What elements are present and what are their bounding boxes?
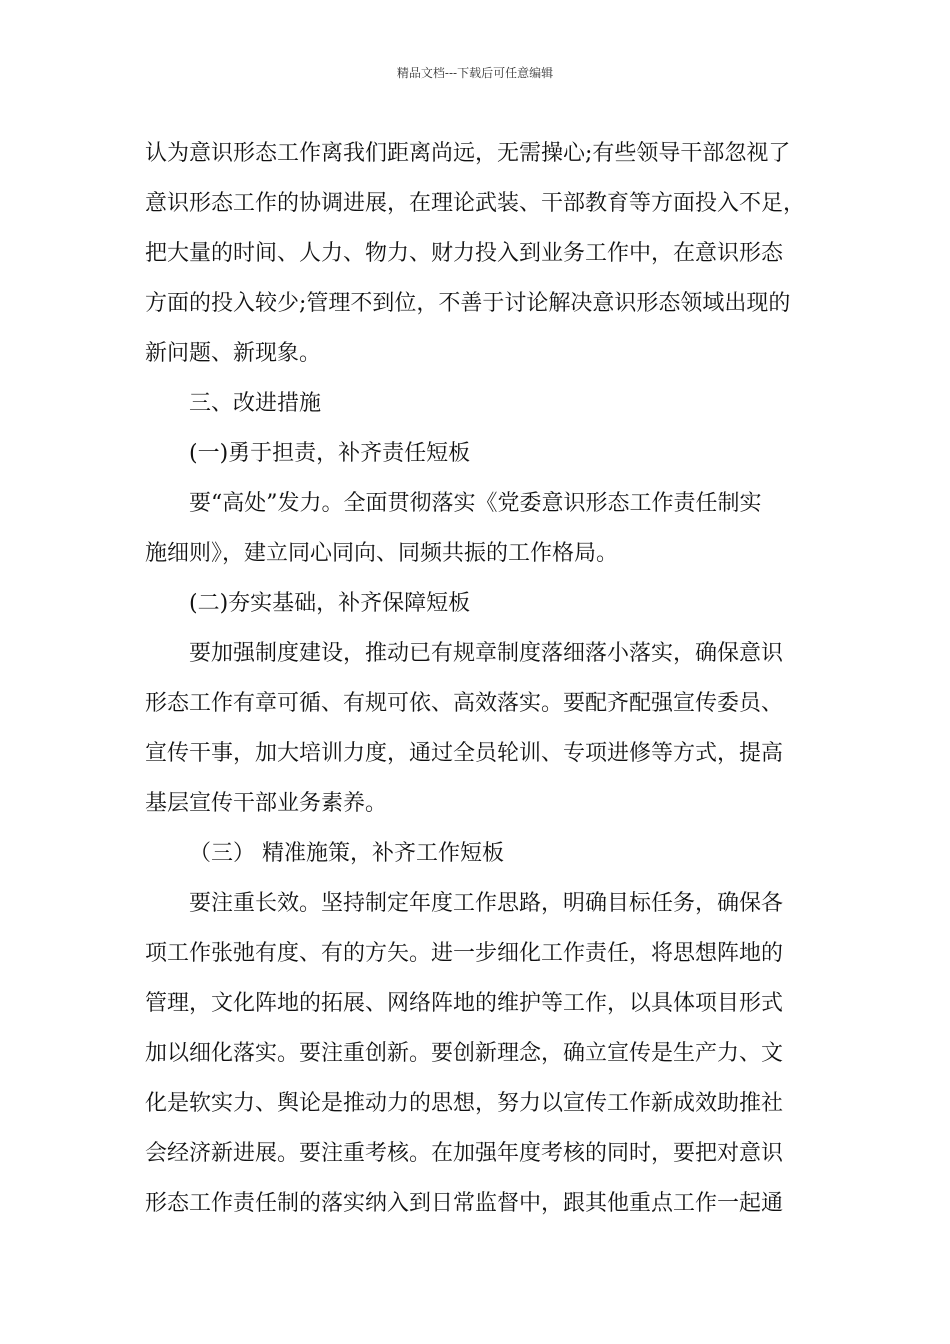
text-line: 管理，文化阵地的拓展、网络阵地的维护等工作，以具体项目形式 bbox=[145, 991, 784, 1016]
text-line: 新问题、新现象。 bbox=[145, 341, 322, 366]
text-line: 基层宣传干部业务素养。 bbox=[145, 791, 388, 816]
text-line: 意识形态工作的协调进展，在理论武装、干部教育等方面投入不足， bbox=[145, 191, 806, 216]
text-line: 把大量的时间、人力、物力、财力投入到业务工作中，在意识形态 bbox=[145, 241, 784, 266]
text-line: 形态工作责任制的落实纳入到日常监督中，跟其他重点工作一起通 bbox=[145, 1191, 784, 1216]
subsection-heading: (二)夯实基础，补齐保障短板 bbox=[189, 591, 471, 616]
subsection-heading: （三） 精准施策，补齐工作短板 bbox=[189, 841, 504, 866]
text-line: 施细则》，建立同心同向、同频共振的工作格局。 bbox=[145, 541, 619, 566]
text-line: 会经济新进展。要注重考核。在加强年度考核的同时，要把对意识 bbox=[145, 1141, 784, 1166]
subsection-heading: (一)勇于担责，补齐责任短板 bbox=[189, 441, 471, 466]
text-line: 要注重长效。坚持制定年度工作思路，明确目标任务，确保各 bbox=[189, 891, 784, 916]
text-line: 项工作张弛有度、有的方矢。进一步细化工作责任，将思想阵地的 bbox=[145, 941, 784, 966]
page-header: 精品文档---下载后可任意编辑 bbox=[396, 66, 554, 80]
text-line: 形态工作有章可循、有规可依、高效落实。要配齐配强宣传委员、 bbox=[145, 691, 784, 716]
section-heading: 三、改进措施 bbox=[189, 391, 322, 416]
text-line: 认为意识形态工作离我们距离尚远，无需操心;有些领导干部忽视了 bbox=[145, 141, 791, 166]
text-line: 加以细化落实。要注重创新。要创新理念，确立宣传是生产力、文 bbox=[145, 1041, 784, 1066]
text-line: 方面的投入较少;管理不到位，不善于讨论解决意识形态领域出现的 bbox=[145, 291, 791, 316]
text-line: 要“高处”发力。全面贯彻落实《党委意识形态工作责任制实 bbox=[189, 491, 762, 516]
text-line: 要加强制度建设，推动已有规章制度落细落小落实，确保意识 bbox=[189, 641, 784, 666]
text-line: 宣传干事，加大培训力度，通过全员轮训、专项进修等方式，提高 bbox=[145, 741, 784, 766]
text-line: 化是软实力、舆论是推动力的思想，努力以宣传工作新成效助推社 bbox=[145, 1091, 784, 1116]
document-body bbox=[145, 129, 815, 1229]
